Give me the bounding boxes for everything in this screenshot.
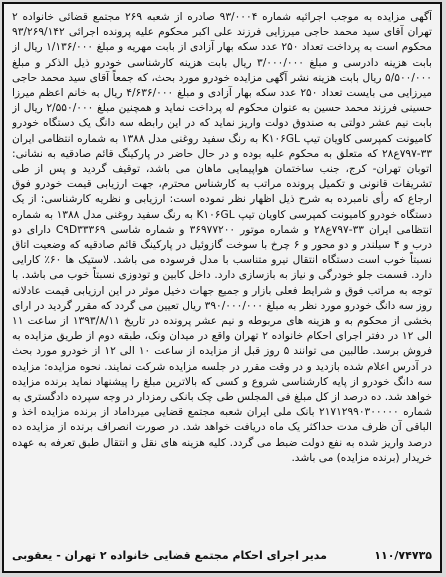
auction-notice-text: آگهی مزایده به موجب اجرائیه شماره ۹۳/۰۰۰۴ صادره از شعبه ۲۶۹ مجتمع قضائی خانواده ۲ تهران آقای سید محمد حاجی میرزایی فرزند علی اکبر محکوم علیه پرونده اجرائی ۹۳/۲۶۹/۱۴۲ محکوم است به پرداخت تعداد ۲۵۰ عدد سکه بهار آزادی از بابت مهریه و مبلغ ۱/۱۳۶/۰۰۰ ریال از بابت هزینه دادرسی و مبلغ ۳/۰۰۰/۰۰۰ ریال بابت هزینه کارشناسی خودرو ذیل الذکر و مبلغ ۵/۵۰۰/۰۰۰ ریال بابت هزینه نشر آگهی مزایده خودرو مورد بحث، که جمعاً آقای سید محمد حاجی میرزایی می بایست تعداد ۲۵۰ عدد سکه بهار آزادی و مبلغ ۴/۶۳۶/۰۰۰ ریال به خانم اعظم میرزا حسینی فرزند محمد حسین به عنوان محکوم له پرداخت نماید و همچنین مبلغ ۲/۵۵۰/۰۰۰ ریال از بابت نیم عشر دولتی به صندوق دولت واریز نماید که در این رابطه سه دانگ یک دستگاه خودرو کامیونت کمپرسی کاویان تیپ K۱۰۶GL به رنگ سفید روغنی مدل ۱۳۸۸ به شماره انتظامی ایران ۳۳-۷۹۷ع۲۸ که متعلق به محکوم علیه بوده و در حال حاضر در پارکینگ قائم صادقیه به نشانی: اتوبان تهران- کرج، جنب ساختمان هواپیمایی ماهان می باشد، توقیف گردید و پس از طی تشریفات قانونی و تکمیل پرونده مراتب به کارشناس محترم، جهت ارزیابی قیمت خودرو فوق ارجاع که رأی نامبرده به شرح ذیل اظهار نظر نموده است: ارزیابی و نظریه کارشناسی: از یک دستگاه خودرو کامیونت کمپرسی کاویان تیپ K۱۰۶GL به رنگ سفید روغنی مدل ۱۳۸۸ به شماره انتظامی ایران ۳۳-۷۹۷ع۲۸ و شماره موتور ۳۶۹۷۷۲۰۰ و شماره شاسی C۹D۳۳۳۶۹ دارای دو درب و ۴ سیلندر و دو محور و ۶ چرخ با سوخت گازوئیل در پارکینگ قائم صادقیه که وضعیت اتاق نسبتاً خوب است دستگاه انتقال نیرو متناسب با مدل فرسوده می باشد. لاستیک ها ۶۰٪ کارایی دارد. قسمت جلو خودرگی و نیاز به بازسازی دارد. داخل کابین و تودوزی نسبتاً خوب می باشد. با توجه به مراتب فوق و شرایط فعلی بازار و جمیع جهات دخیل موثر در این ارزیابی قیمت عادلانه روز سه دانگ خودرو مورد نظر به مبلغ ۳۹۰/۰۰۰/۰۰۰ ریال تعیین می گردد که مقرر گردید در ارای بخشی از محکوم به و هزینه های مربوطه و نیم عشر پرونده در تاریخ ۱۳۹۳/۸/۱۱ از ساعت ۱۱ الی ۱۲ در دفتر اجرای احکام خانواده ۲ تهران واقع در میدان ونک، طبقه دوم از طریق مزایده به فروش برسد. طالبین می توانند ۵ روز قبل از مزایده از ساعت ۱۰ الی ۱۲ از خودرو مورد بحث در آدرس اعلام شده بازدید و در وقت مقرر در جلسه مزایده شرکت نمایند. نحوه مزایده: مزایده سه دانگ خودرو از پایه کارشناسی شروع و کسی که بالاترین مبلغ را پیشنهاد نماید برنده مزایده خواهد شد. ده درصد از کل مبلغ فی المجلس طی چک بانکی رمزدار در وجه سپرده دادگستری به شماره ۲۱۷۱۲۹۹۰۳۰۰۰۰۰ بانک ملی ایران شعبه مجتمع قضایی میرداماد از برنده مزایده اخذ و الباقی آن ظرف مدت حداکثر یک ماه دریافت خواهد شد. در صورت انصراف برنده از مزایده ده درصد واریز شده به نفع دولت ضبط می گردد. کلیه هزینه های نقل و انتقال طبق تعرفه به عهده خریدار (برنده مزایده) می باشد.	[12, 11, 432, 464]
footer-office: مدیر اجرای احکام مجتمع قضایی خانواده ۲ تهران - یعقوبی	[12, 548, 327, 562]
notice-frame	[2, 2, 442, 573]
footer-code: ۱۱۰/۷۴۷۳۵	[374, 548, 432, 562]
notice-footer	[12, 545, 432, 565]
